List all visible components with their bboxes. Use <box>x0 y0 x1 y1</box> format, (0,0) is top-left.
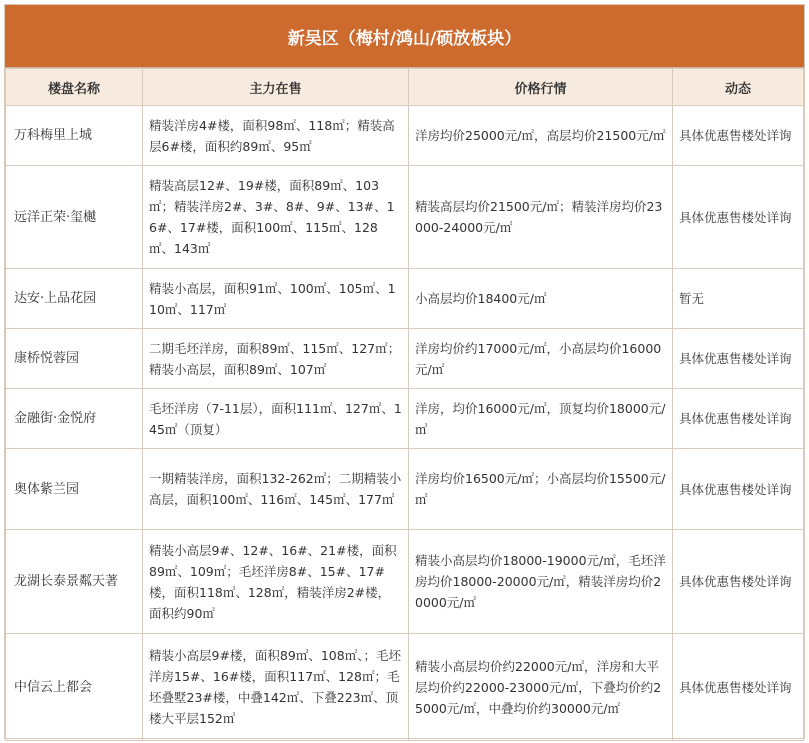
cell-status: 具体优惠售楼处详询 <box>673 166 804 269</box>
header-main-sale: 主力在售 <box>143 69 409 106</box>
cell-status: 暂无 <box>673 269 804 329</box>
cell-name: 奥体紫兰园 <box>6 449 143 530</box>
cell-main-sale: 精装小高层，面积91㎡、100㎡、105㎡、110㎡、117㎡ <box>143 269 409 329</box>
cell-name: 龙湖长泰景粼天著 <box>6 530 143 634</box>
cell-main-sale: 毛坯洋房（7-11层），面积111㎡、127㎡、145㎡（顶复） <box>143 389 409 449</box>
cell-main-sale: 精装小高层9#楼，面积89㎡、108㎡、；毛坯洋房15#、16#楼，面积117㎡、128㎡；毛坯叠墅23#楼，中叠142㎡、下叠223㎡、顶楼大平层152㎡ <box>143 634 409 741</box>
cell-name: 远洋正荣·玺樾 <box>6 166 143 269</box>
cell-price: 洋房均价25000元/㎡，高层均价21500元/㎡ <box>409 106 673 166</box>
cell-main-sale: 精装小高层9#、12#、16#、21#楼，面积89㎡、109㎡；毛坯洋房8#、15#、17#楼，面积118㎡、128㎡，精装洋房2#楼，面积约90㎡ <box>143 530 409 634</box>
cell-price: 精装小高层均价约22000元/㎡，洋房和大平层均价约22000-23000元/㎡，下叠均价约25000元/㎡，中叠均价约30000元/㎡ <box>409 634 673 741</box>
table-row <box>6 389 804 449</box>
cell-name: 金融街·金悦府 <box>6 389 143 449</box>
cell-status: 具体优惠售楼处详询 <box>673 634 804 741</box>
header-row <box>6 69 804 106</box>
cell-main-sale: 二期毛坯洋房，面积89㎡、115㎡、127㎡；精装小高层，面积89㎡、107㎡ <box>143 329 409 389</box>
cell-name: 康桥悦蓉园 <box>6 329 143 389</box>
cell-name: 中信云上都会 <box>6 634 143 741</box>
cell-price: 洋房，均价16000元/㎡，顶复均价18000元/㎡ <box>409 389 673 449</box>
cell-price: 洋房均价16500元/㎡；小高层均价15500元/㎡ <box>409 449 673 530</box>
cell-price: 精装小高层均价18000-19000元/㎡，毛坯洋房均价18000-20000元/㎡，精装洋房均价20000元/㎡ <box>409 530 673 634</box>
cell-price: 洋房均价约17000元/㎡，小高层均价16000元/㎡ <box>409 329 673 389</box>
table-row <box>6 269 804 329</box>
cell-price: 小高层均价18400元/㎡ <box>409 269 673 329</box>
cell-price: 精装高层均价21500元/㎡；精装洋房均价23000-24000元/㎡ <box>409 166 673 269</box>
cell-status: 具体优惠售楼处详询 <box>673 530 804 634</box>
table-row <box>6 530 804 634</box>
property-table <box>5 68 804 741</box>
header-price: 价格行情 <box>409 69 673 106</box>
cell-status: 具体优惠售楼处详询 <box>673 449 804 530</box>
property-table-container <box>4 4 805 739</box>
table-row <box>6 634 804 741</box>
table-row <box>6 106 804 166</box>
header-status: 动态 <box>673 69 804 106</box>
table-row <box>6 166 804 269</box>
cell-status: 具体优惠售楼处详询 <box>673 389 804 449</box>
header-name: 楼盘名称 <box>6 69 143 106</box>
cell-status: 具体优惠售楼处详询 <box>673 106 804 166</box>
cell-status: 具体优惠售楼处详询 <box>673 329 804 389</box>
cell-main-sale: 精装高层12#、19#楼，面积89㎡、103㎡；精装洋房2#、3#、8#、9#、13#、16#、17#楼，面积100㎡、115㎡、128㎡、143㎡ <box>143 166 409 269</box>
cell-name: 万科梅里上城 <box>6 106 143 166</box>
cell-main-sale: 一期精装洋房，面积132-262㎡；二期精装小高层，面积100㎡、116㎡、145㎡、177㎡ <box>143 449 409 530</box>
table-row <box>6 449 804 530</box>
cell-name: 达安·上品花园 <box>6 269 143 329</box>
cell-main-sale: 精装洋房4#楼，面积98㎡、118㎡；精装高层6#楼，面积约89㎡、95㎡ <box>143 106 409 166</box>
table-row <box>6 329 804 389</box>
table-title: 新吴区（梅村/鸿山/硕放板块） <box>5 5 804 68</box>
